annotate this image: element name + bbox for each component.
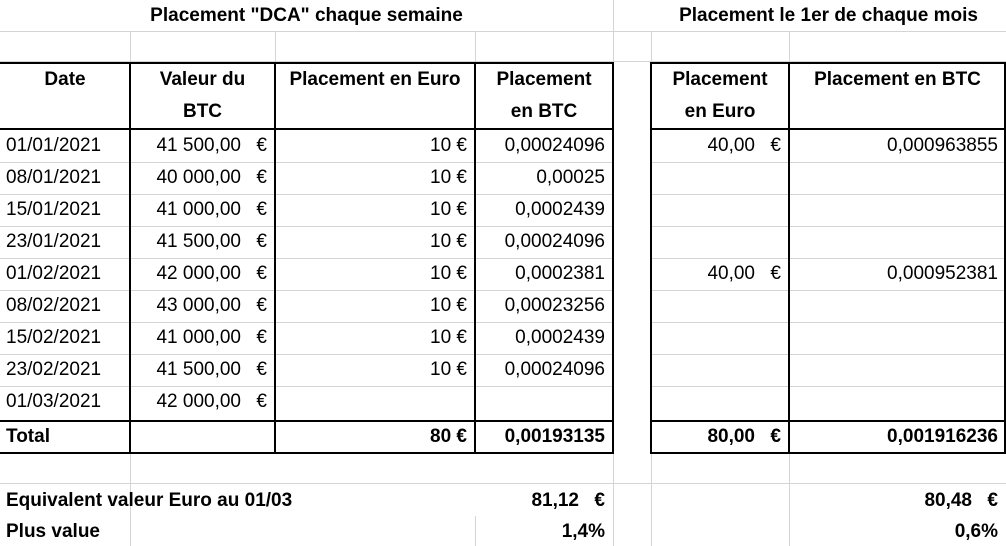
- border: [0, 420, 614, 422]
- cell-monthly-btc: [789, 386, 1006, 418]
- cell-btc-value-value: 43 000,00: [156, 295, 241, 316]
- equiv-monthly-value: 80,48: [924, 490, 972, 511]
- cell-dca-eur-value: 10 €: [430, 295, 467, 316]
- cell-date: [0, 386, 130, 418]
- row-grid-line: [651, 290, 1006, 291]
- cell-dca-eur: [275, 322, 475, 354]
- total-monthly-eur-value: 80,00: [707, 426, 755, 447]
- cell-dca-btc-value: 0,00025: [536, 167, 605, 188]
- cell-date: [0, 290, 130, 322]
- header-monthly-btc: Placement en BTC: [814, 69, 981, 90]
- cell-dca-eur: [275, 290, 475, 322]
- cell-date: [0, 226, 130, 258]
- cell-date-value: 01/01/2021: [6, 135, 102, 156]
- row-grid-line: [0, 226, 613, 227]
- grid-line: [789, 31, 790, 61]
- currency-symbol: €: [256, 231, 267, 252]
- cell-btc-value-value: 42 000,00: [156, 263, 241, 284]
- cell-dca-eur: [275, 162, 475, 194]
- cell-monthly-eur: [651, 290, 789, 322]
- cell-date: [0, 258, 130, 290]
- cell-dca-btc: [475, 162, 613, 194]
- cell-dca-eur: [275, 130, 475, 162]
- cell-btc-value: [130, 386, 275, 418]
- row-grid-line: [0, 162, 613, 163]
- cell-dca-eur-value: 10 €: [430, 263, 467, 284]
- cell-btc-value-value: 41 000,00: [156, 327, 241, 348]
- cell-btc-value-value: 41 000,00: [156, 199, 241, 220]
- cell-dca-btc-value: 0,00024096: [504, 231, 605, 252]
- header-dca-eur: Placement en Euro: [289, 69, 461, 90]
- row-grid-line: [0, 354, 613, 355]
- cell-date: [0, 194, 130, 226]
- cell-date: [0, 130, 130, 162]
- cell-dca-btc: [475, 226, 613, 258]
- cell-monthly-btc: [789, 258, 1006, 290]
- row-grid-line: [651, 386, 1006, 387]
- cell-monthly-btc: [789, 162, 1006, 194]
- dca-section-title: Placement "DCA" chaque semaine: [150, 5, 463, 26]
- grid-line: [651, 31, 652, 61]
- currency-symbol: €: [594, 490, 605, 511]
- border: [650, 128, 1006, 130]
- border: [0, 452, 614, 454]
- header-btc-value: [130, 64, 275, 128]
- cell-monthly-eur: [651, 386, 789, 418]
- total-monthly-btc: 0,001916236: [887, 426, 998, 447]
- cell-dca-eur: [275, 354, 475, 386]
- grid-line: [275, 31, 276, 61]
- cell-monthly-eur: [651, 322, 789, 354]
- cell-monthly-eur: [651, 194, 789, 226]
- border: [650, 62, 652, 454]
- cell-btc-value: [130, 354, 275, 386]
- cell-dca-eur: [275, 386, 475, 418]
- border: [788, 62, 790, 454]
- cell-btc-value: [130, 194, 275, 226]
- cell-monthly-btc: [789, 290, 1006, 322]
- border: [129, 62, 131, 454]
- header-btc-value-line2: BTC: [182, 101, 223, 122]
- cell-monthly-btc: [789, 322, 1006, 354]
- cell-monthly-btc-value: 0,000963855: [887, 135, 998, 156]
- border: [650, 452, 1006, 454]
- currency-symbol: €: [256, 263, 267, 284]
- cell-dca-btc: [475, 386, 613, 418]
- cell-monthly-eur: [651, 162, 789, 194]
- cell-dca-btc-value: 0,0002439: [515, 199, 605, 220]
- cell-date-value: 01/03/2021: [6, 391, 102, 412]
- cell-date-value: 08/01/2021: [6, 167, 102, 188]
- row-grid-line: [651, 354, 1006, 355]
- border: [0, 62, 614, 64]
- cell-btc-value-value: 42 000,00: [156, 391, 241, 412]
- header-btc-value-line1: Valeur du: [159, 69, 246, 90]
- cell-btc-value: [130, 290, 275, 322]
- cell-dca-btc-value: 0,00024096: [504, 135, 605, 156]
- cell-monthly-eur-value: 40,00: [707, 135, 755, 156]
- grid-line: [0, 31, 1006, 32]
- cell-date-value: 23/01/2021: [6, 231, 102, 252]
- cell-monthly-eur: [651, 258, 789, 290]
- currency-symbol: €: [256, 295, 267, 316]
- currency-symbol: €: [770, 135, 781, 156]
- header-monthly-eur-line1: Placement: [672, 69, 768, 90]
- currency-symbol: €: [770, 263, 781, 284]
- cell-date-value: 08/02/2021: [6, 295, 102, 316]
- cell-monthly-eur: [651, 354, 789, 386]
- cell-dca-eur: [275, 258, 475, 290]
- cell-dca-btc-value: 0,00023256: [504, 295, 605, 316]
- border: [274, 62, 276, 454]
- border: [612, 62, 614, 454]
- cell-dca-eur-value: 10 €: [430, 199, 467, 220]
- row-grid-line: [0, 258, 613, 259]
- cell-dca-btc: [475, 130, 613, 162]
- header-dca-btc: [475, 64, 613, 128]
- currency-symbol: €: [256, 167, 267, 188]
- plus-dca: 1,4%: [561, 521, 605, 542]
- cell-dca-btc-value: 0,0002381: [515, 263, 605, 284]
- header-dca-btc-line1: Placement: [496, 69, 592, 90]
- row-grid-line: [651, 226, 1006, 227]
- cell-dca-btc-value: 0,00024096: [504, 359, 605, 380]
- cell-dca-btc: [475, 322, 613, 354]
- row-grid-line: [0, 322, 613, 323]
- row-grid-line: [651, 258, 1006, 259]
- cell-dca-btc: [475, 290, 613, 322]
- cell-dca-btc: [475, 258, 613, 290]
- cell-date-value: 23/02/2021: [6, 359, 102, 380]
- cell-dca-btc: [475, 354, 613, 386]
- row-grid-line: [651, 322, 1006, 323]
- total-label: Total: [6, 426, 50, 447]
- cell-btc-value: [130, 226, 275, 258]
- cell-date: [0, 162, 130, 194]
- row-grid-line: [0, 386, 613, 387]
- cell-date-value: 15/02/2021: [6, 327, 102, 348]
- grid-line: [651, 453, 652, 546]
- currency-symbol: €: [256, 199, 267, 220]
- row-grid-line: [0, 194, 613, 195]
- cell-btc-value-value: 40 000,00: [156, 167, 241, 188]
- cell-btc-value: [130, 130, 275, 162]
- cell-btc-value: [130, 258, 275, 290]
- cell-date: [0, 322, 130, 354]
- plus-monthly: 0,6%: [954, 521, 998, 542]
- cell-btc-value: [130, 162, 275, 194]
- currency-symbol: €: [256, 359, 267, 380]
- row-grid-line: [651, 162, 1006, 163]
- cell-dca-eur-value: 10 €: [430, 327, 467, 348]
- cell-btc-value-value: 41 500,00: [156, 359, 241, 380]
- row-grid-line: [651, 194, 1006, 195]
- cell-dca-eur-value: 10 €: [430, 167, 467, 188]
- cell-dca-btc-value: 0,0002439: [515, 327, 605, 348]
- currency-symbol: €: [256, 327, 267, 348]
- grid-line: [130, 31, 131, 61]
- total-monthly-eur: [651, 421, 789, 453]
- cell-btc-value-value: 41 500,00: [156, 231, 241, 252]
- border: [650, 62, 1006, 64]
- cell-dca-eur: [275, 194, 475, 226]
- equiv-label: Equivalent valeur Euro au 01/03: [6, 490, 293, 511]
- currency-symbol: €: [987, 490, 998, 511]
- currency-symbol: €: [256, 391, 267, 412]
- grid-line: [475, 31, 476, 61]
- border: [0, 128, 614, 130]
- cell-monthly-eur-value: 40,00: [707, 263, 755, 284]
- cell-monthly-eur: [651, 130, 789, 162]
- cell-monthly-btc: [789, 194, 1006, 226]
- cell-monthly-btc-value: 0,000952381: [887, 263, 998, 284]
- cell-date-value: 01/02/2021: [6, 263, 102, 284]
- equiv-dca: [475, 485, 613, 516]
- total-dca-eur: 80 €: [430, 426, 467, 447]
- cell-dca-btc: [475, 194, 613, 226]
- plus-label: Plus value: [6, 521, 100, 542]
- header-dca-btc-line2: en BTC: [510, 101, 578, 122]
- currency-symbol: €: [770, 426, 781, 447]
- border: [650, 420, 1006, 422]
- header-monthly-eur-line2: en Euro: [684, 101, 756, 122]
- monthly-section-title: Placement le 1er de chaque mois: [679, 5, 978, 26]
- grid-line: [0, 483, 1006, 484]
- equiv-monthly: [789, 485, 1006, 516]
- cell-dca-eur-value: 10 €: [430, 231, 467, 252]
- header-monthly-eur: [651, 64, 789, 128]
- cell-monthly-btc: [789, 226, 1006, 258]
- header-date: Date: [44, 69, 86, 90]
- border: [474, 62, 476, 454]
- total-dca-btc: 0,00193135: [504, 426, 605, 447]
- cell-date-value: 15/01/2021: [6, 199, 102, 220]
- row-grid-line: [0, 290, 613, 291]
- cell-dca-eur: [275, 226, 475, 258]
- cell-btc-value: [130, 322, 275, 354]
- currency-symbol: €: [256, 135, 267, 156]
- cell-dca-eur-value: 10 €: [430, 359, 467, 380]
- cell-dca-eur-value: 10 €: [430, 135, 467, 156]
- cell-monthly-btc: [789, 130, 1006, 162]
- cell-monthly-btc: [789, 354, 1006, 386]
- cell-date: [0, 354, 130, 386]
- cell-btc-value-value: 41 500,00: [156, 135, 241, 156]
- cell-monthly-eur: [651, 226, 789, 258]
- equiv-dca-value: 81,12: [531, 490, 579, 511]
